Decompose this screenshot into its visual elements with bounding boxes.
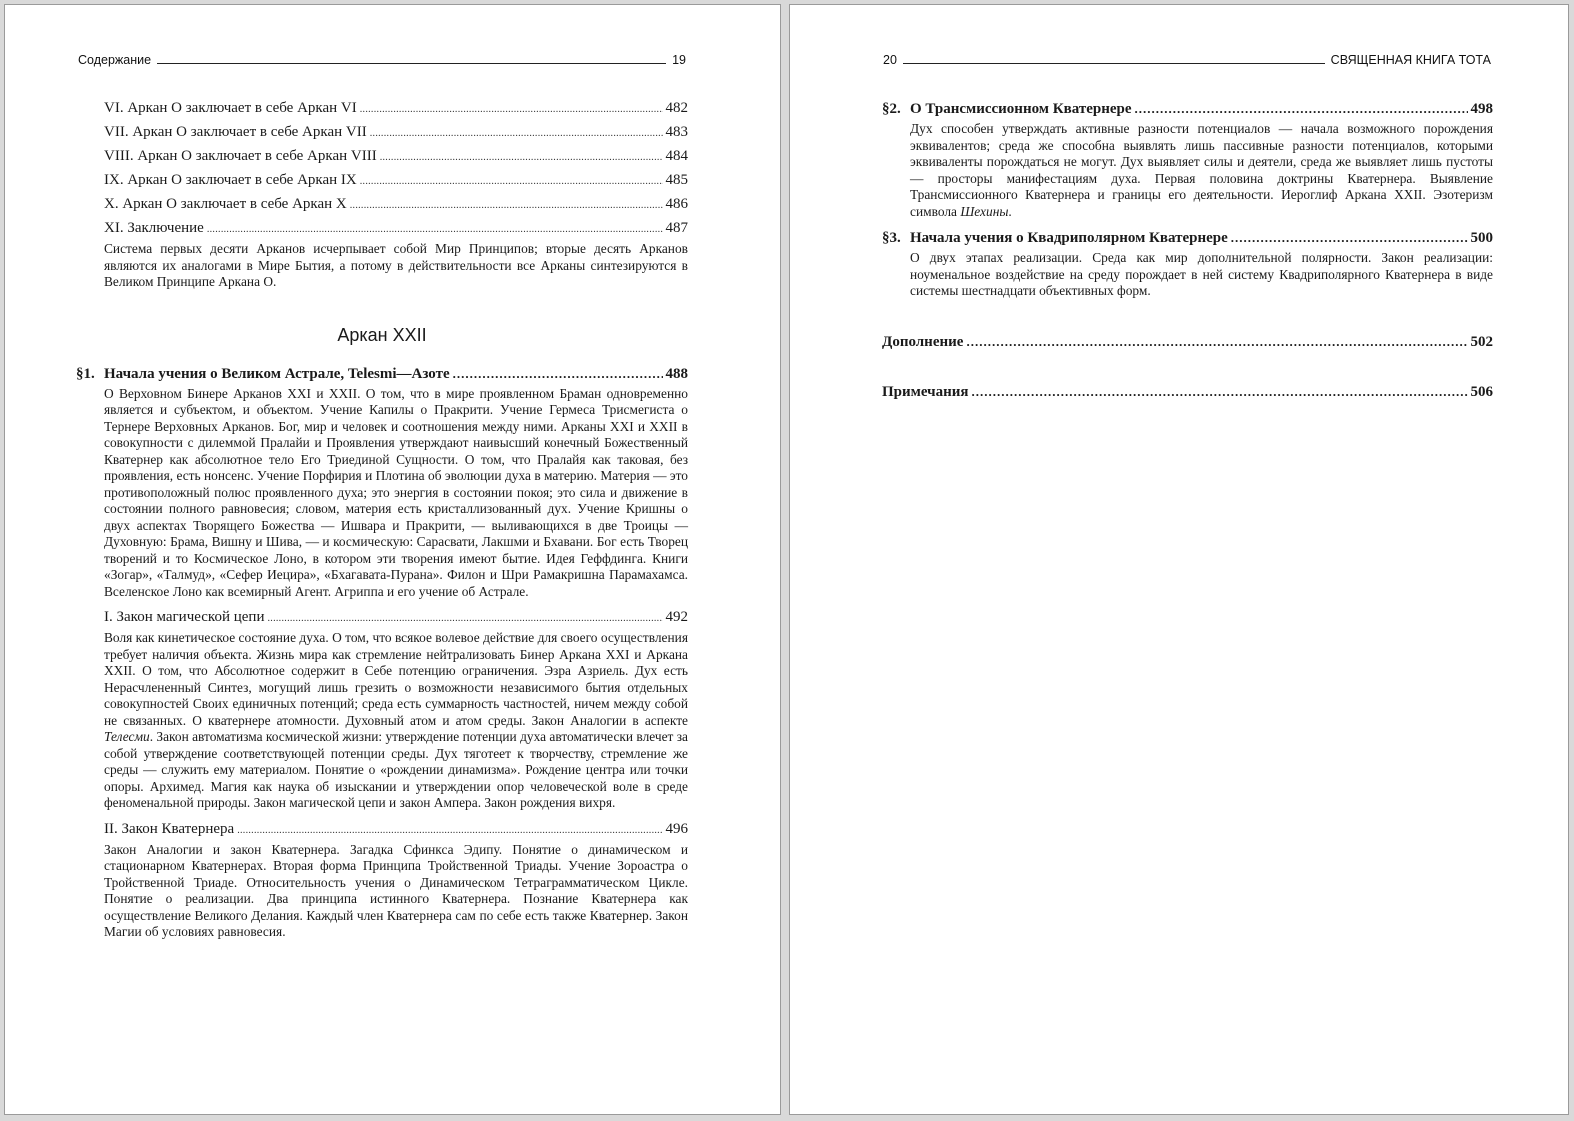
header-rule	[157, 63, 666, 64]
desc-text: Дух способен утверждать активные разности потенциалов — начала возможного порождения эквивалентов; среда же способна выявлять лишь пассивные разности потенциалов, которыми эквиваленты порождаться не могут. Дух выявляет силы и деятели, среда же выявляет лишь пустоты — просторы манифестациям духа. Первая половина доктрины Кватернера. Выявление Трансмиссионного Кватернера и границы его деятельности. Иероглиф Аркана XXII. Эзотеризм символа	[910, 121, 1493, 219]
dot-leader	[380, 146, 663, 169]
left-page	[4, 4, 781, 1115]
toc-entry[interactable]	[104, 169, 688, 193]
section-1	[76, 362, 688, 941]
toc-entry[interactable]	[104, 193, 688, 217]
subsection-description	[104, 630, 688, 812]
section-3	[882, 226, 1493, 300]
section-mark: §3.	[882, 230, 901, 246]
toc-entry-label: X. Аркан О заключает в себе Аркан X	[104, 196, 347, 212]
dot-leader	[972, 380, 1468, 403]
toc-entry-section[interactable]	[882, 226, 1493, 250]
toc-entry-label: VIII. Аркан О заключает в себе Аркан VIII	[104, 148, 377, 164]
toc-entry-label: I. Закон магической цепи	[104, 609, 265, 625]
desc-italic: Телесми	[104, 729, 150, 744]
dot-leader	[360, 170, 663, 193]
subsection-1	[76, 606, 688, 941]
toc-entry-label: Начала учения о Квадриполярном Кватернере	[910, 230, 1228, 246]
toc-entry-page: 486	[665, 196, 688, 212]
section-description	[910, 121, 1493, 220]
toc-entry-label: IX. Аркан О заключает в себе Аркан IX	[104, 172, 357, 188]
dot-leader	[966, 330, 1467, 353]
toc-entry-page: 500	[1470, 230, 1493, 246]
dot-leader	[237, 819, 662, 842]
section-2	[882, 97, 1493, 220]
toc-entry-page: 496	[665, 820, 688, 837]
section-description: О двух этапах реализации. Среда как мир дополнительной полярности. Закон реализации: ноуменальное воздействие на среду порождает в ней систему Квадриполярного Кватернера в виде системы шестнадцати объективных форм.	[910, 250, 1493, 298]
desc-italic: Шехины	[960, 203, 1009, 219]
toc-entry-page: 502	[1470, 333, 1493, 350]
toc-entry-section[interactable]	[882, 97, 1493, 121]
header-title: Содержание	[78, 53, 152, 67]
toc-entry[interactable]	[104, 97, 688, 121]
desc-text: . Закон автоматизма космической жизни: утверждение потенции духа автоматически влечет за собой утверждение соответствующей потенции среды. Дух тяготеет к творчеству, стремление же среды — служить ему материалом. Понятие о «рождении динамизма». Рождение центра или точки опоры. Архимед. Магия как наука об изыскании и утверждении опор человеческой воле в среде феноменальной природы. Закон магической цепи и закон Ампера. Закон рождения вихря.	[104, 729, 688, 810]
toc-entry-page: 492	[665, 609, 688, 625]
toc-entry[interactable]	[104, 217, 688, 241]
toc-entry-label: Дополнение	[882, 333, 964, 350]
toc-entry-page: 484	[665, 148, 688, 164]
toc-entry-page: 485	[665, 172, 688, 188]
toc-entry[interactable]	[104, 818, 688, 842]
toc-entry-label: Примечания	[882, 383, 969, 400]
header-page-number: 19	[672, 53, 686, 67]
section-description: О Верховном Бинере Арканов XXI и XXII. О том, что в мире проявленном Браман одновременно является и субъектом, и объектом. Учение Капилы о Пракрити. Учение Гермеса Трисмегиста о Тернере Верховных Арканов. Бог, мир и человек и соотношения между ними. Арканы XXI и XXII в совокупности с дилеммой Пралайи и Проявления утверждают наивысший конечный Божественный Кватернер как абсолютное тело Его Триединой Сущности. О том, что Пралайя как таковая, без проявления, есть нонсенс. Учение Порфирия и Плотина об эволюции духа в материю. Материя — это противоположный полюс проявленного духа; это энергия в состоянии покоя; это сила и движение в состоянии полного равновесия; словом, материя есть кристаллизованный дух. Учение Кришны о двух аспектах Творящего Божества — Ишвара и Пракрити, — выливающихся в две Троицы — Духовную: Брама, Вишну и Шива, — и космическую: Сарасвати, Лакшми и Бхавани. Бог есть Творец творений и то Космическое Лоно, в котором эти творения имеют бытие. Идея Геффдинга. Книги «Зогар», «Талмуд», «Сефер Иецира», «Бхагавата-Пурана». Филон и Шри Рамакришна Парамахамса. Вселенское Лоно как всемирный Агент. Агриппа и его учение об Астрале.	[104, 385, 688, 599]
toc-entry-label: О Трансмиссионном Кватернере	[910, 101, 1132, 117]
header-rule	[903, 63, 1325, 64]
dot-leader	[350, 194, 663, 217]
arcan-heading: Аркан XXII	[337, 324, 427, 345]
desc-text: Воля как кинетическое состояние духа. О том, что всякое волевое действие для своего осуществления требует наличия объекта. Жизнь мира как стремление нейтрализовать Бинер Аркана XXI и Аркана XXII. О том, что Абсолютное содержит в Себе потенцию ограничения. Эзра Азриель. Дух есть Нерасчлененный Синтез, могущий лишь грезить о возможности независимого бытия отдельных совокупностей Своих единичных потенций; среда есть суммарность частностей, ничем между собой не связанных. О кватернере атомности. Духовный атом и атом среды. Закон Аналогии в аспекте	[104, 630, 688, 728]
toc-entry[interactable]	[104, 606, 688, 630]
running-head-right	[883, 53, 1491, 67]
dot-leader	[1135, 97, 1468, 120]
toc-entry-page: 487	[665, 220, 688, 236]
conclusion-description: Система первых десяти Арканов исчерпывает собой Мир Принципов; вторые десять Арканов являются их аналогами в Мире Бытия, а потому в действительности все Арканы синтезируются в Великом Принципе Аркана О.	[104, 241, 688, 289]
toc-entry-page: 488	[665, 365, 688, 382]
toc-content-left	[76, 97, 688, 947]
toc-entry-label: Начала учения о Великом Астрале, Telesmi—Азоте	[104, 365, 450, 382]
toc-entry-section[interactable]	[76, 362, 688, 386]
toc-entry-notes[interactable]	[882, 380, 1493, 404]
toc-entry-page: 506	[1470, 383, 1493, 400]
toc-entry-label: II. Закон Кватернера	[104, 820, 235, 837]
dot-leader	[370, 122, 663, 145]
subsection-description: Закон Аналогии и закон Кватернера. Загадка Сфинкса Эдипу. Понятие о динамическом и стационарном Кватернерах. Вторая форма Принципа Тройственной Триады. Учение Зороастра о Тройственной Триаде. Относительность учения о Динамическом Тетраграмматическом Цикле. Понятие о реализации. Два принципа истинного Кватернера. Познание Кватернера как осуществление Великого Делания. Каждый член Кватернера сам по себе есть также Кватернер. Закон Магии об условиях равновесия.	[104, 841, 688, 939]
toc-entry-label: XI. Заключение	[104, 220, 204, 236]
toc-entry-label: VII. Аркан О заключает в себе Аркан VII	[104, 124, 367, 140]
desc-text: .	[1008, 203, 1012, 219]
toc-content-right	[882, 97, 1493, 404]
header-page-number: 20	[883, 53, 897, 67]
toc-entry-page: 482	[665, 100, 688, 116]
dot-leader	[267, 607, 662, 630]
section-mark: §1.	[76, 365, 95, 382]
toc-entry-page: 498	[1470, 101, 1493, 117]
dot-leader	[360, 98, 663, 121]
toc-entry-page: 483	[665, 124, 688, 140]
dot-leader	[207, 218, 663, 241]
spacer	[882, 300, 1493, 330]
dot-leader	[1231, 226, 1468, 249]
toc-entry-supplement[interactable]	[882, 330, 1493, 354]
toc-entry-label: VI. Аркан О заключает в себе Аркан VI	[104, 100, 357, 116]
header-title: СВЯЩЕННАЯ КНИГА ТОТА	[1330, 53, 1491, 67]
toc-entry[interactable]	[104, 121, 688, 145]
right-page	[789, 4, 1569, 1115]
toc-entry[interactable]	[104, 145, 688, 169]
section-mark: §2.	[882, 101, 901, 117]
toc-group-arcan-o	[76, 97, 688, 291]
running-head-left	[78, 53, 686, 67]
spacer	[882, 354, 1493, 380]
dot-leader	[453, 362, 663, 385]
